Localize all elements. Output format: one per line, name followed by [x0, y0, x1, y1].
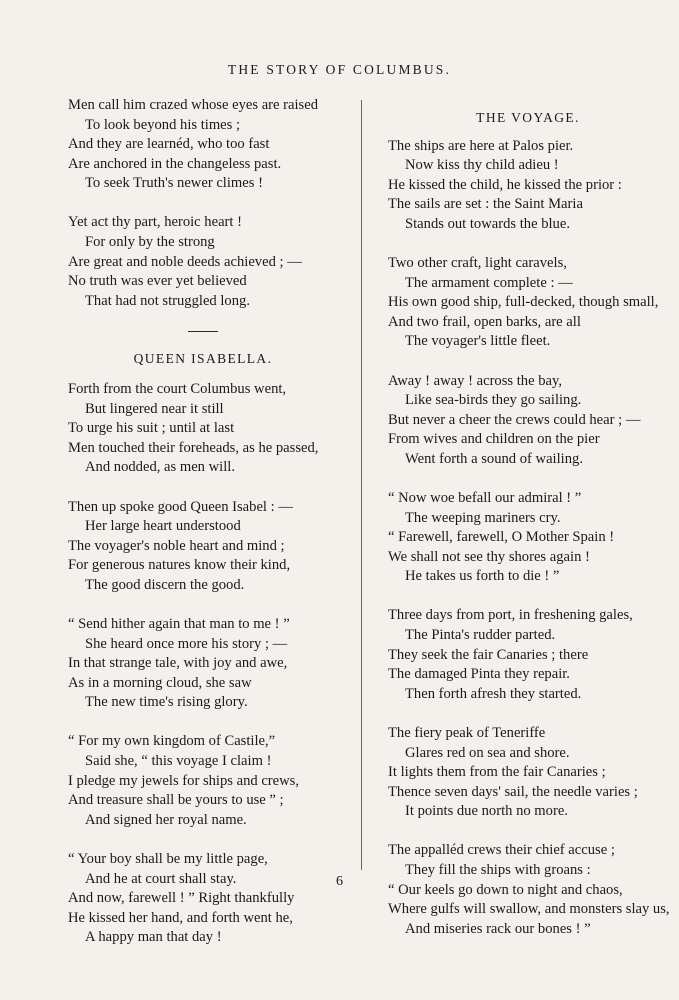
stanza	[68, 96, 338, 194]
verse-line: Then forth afresh they started.	[405, 685, 582, 702]
verse-line: He kissed the child, he kissed the prior :	[388, 176, 622, 193]
verse-line: It points due north no more.	[405, 803, 568, 820]
verse-line: In that strange tale, with joy and awe,	[68, 655, 288, 672]
stanza	[68, 498, 338, 596]
verse-line: The weeping mariners cry.	[405, 509, 561, 526]
verse-line: And now, farewell ! ” Right thankfully	[68, 890, 295, 907]
verse-line: From wives and children on the pier	[388, 431, 600, 448]
verse-line: The appalléd crews their chief accuse ;	[388, 842, 615, 859]
verse-line: For only by the strong	[85, 234, 215, 251]
verse-line: We shall not see thy shores again !	[388, 548, 590, 565]
verse-line: He takes us forth to die ! ”	[405, 568, 560, 585]
verse-line: The fiery peak of Teneriffe	[388, 724, 546, 741]
stanza	[388, 254, 668, 352]
verse-line: A happy man that day !	[85, 929, 222, 946]
verse-line: “ Farewell, farewell, O Mother Spain !	[388, 529, 615, 546]
verse-line: The sails are set : the Saint Maria	[388, 196, 583, 213]
verse-line: They fill the ships with groans :	[405, 862, 591, 878]
verse-line: Her large heart understood	[85, 518, 241, 535]
verse-line: “ Send hither again that man to me ! ”	[68, 615, 290, 632]
verse-line: And nodded, as men will.	[85, 459, 235, 476]
verse-line: But never a cheer the crews could hear ; —	[388, 411, 641, 428]
verse-line: It lights them from the fair Canaries ;	[388, 764, 606, 781]
verse-line: The Pinta's rudder parted.	[405, 627, 556, 644]
stanza	[388, 724, 668, 822]
verse-line: To seek Truth's newer climes !	[85, 175, 263, 192]
verse-line: Now kiss thy child adieu !	[405, 157, 559, 174]
stanza	[388, 489, 668, 587]
page-number: 6	[336, 874, 343, 889]
section-title-the-voyage: THE VOYAGE.	[476, 110, 580, 125]
verse-line: And he at court shall stay.	[85, 870, 237, 887]
verse-line: Glares red on sea and shore.	[405, 744, 570, 761]
verse-line: No truth was ever yet believed	[68, 273, 247, 290]
verse-line: Are great and noble deeds achieved ; —	[68, 253, 302, 270]
stanza	[68, 615, 338, 713]
verse-line: As in a morning cloud, she saw	[68, 674, 252, 691]
verse-line: Thence seven days' sail, the needle varies ;	[388, 783, 638, 800]
verse-line: To urge his suit ; until at last	[68, 420, 235, 437]
verse-line: Yet act thy part, heroic heart !	[68, 214, 242, 231]
right-column	[388, 96, 668, 959]
the-voyage-poem	[388, 137, 668, 940]
verse-line: And miseries rack our bones ! ”	[405, 920, 591, 937]
verse-line: But lingered near it still	[85, 400, 224, 417]
stanza	[388, 606, 668, 704]
verse-line: And they are learnéd, who too fast	[68, 136, 270, 153]
verse-line: “ For my own kingdom of Castile,”	[68, 733, 276, 750]
stanza	[388, 841, 668, 939]
verse-line: The voyager's little fleet.	[405, 333, 551, 350]
verse-line: The good discern the good.	[85, 576, 245, 593]
left-column	[68, 96, 338, 967]
verse-line: His own good ship, full-decked, though small,	[388, 294, 659, 311]
verse-line: The damaged Pinta they repair.	[388, 666, 570, 683]
verse-line: The ships are here at Palos pier.	[388, 137, 574, 154]
verse-line: Said she, “ this voyage I claim !	[85, 753, 272, 770]
verse-line: Men touched their foreheads, as he passed,	[68, 439, 319, 456]
stanza	[388, 137, 668, 235]
verse-line: Three days from port, in freshening gales,	[388, 607, 633, 624]
verse-line: The new time's rising glory.	[85, 694, 248, 711]
stanza	[388, 372, 668, 470]
verse-line: They seek the fair Canaries ; there	[388, 646, 589, 663]
stanza	[68, 850, 338, 948]
verse-line: Men call him crazed whose eyes are raised	[68, 97, 319, 113]
verse-line: Then up spoke good Queen Isabel : —	[68, 498, 293, 515]
section-title-queen-isabella: QUEEN ISABELLA.	[133, 351, 273, 367]
verse-line: I pledge my jewels for ships and crews,	[68, 772, 300, 789]
verse-line: She heard once more his story ; —	[85, 635, 288, 652]
verse-line: To look beyond his times ;	[85, 116, 241, 133]
verse-line: Are anchored in the changeless past.	[68, 155, 282, 172]
verse-line: And treasure shall be yours to use ” ;	[68, 792, 284, 809]
verse-line: The armament complete : —	[405, 274, 573, 291]
verse-line: “ Our keels go down to night and chaos,	[388, 881, 623, 898]
verse-line: “ Your boy shall be my little page,	[68, 850, 268, 867]
intro-poem	[68, 96, 338, 311]
verse-line: Two other craft, light caravels,	[388, 255, 567, 272]
verse-line: He kissed her hand, and forth went he,	[68, 909, 293, 926]
verse-line: Like sea-birds they go sailing.	[405, 392, 582, 409]
verse-line: Went forth a sound of wailing.	[405, 450, 583, 467]
queen-isabella-poem	[68, 380, 338, 948]
verse-line: The voyager's noble heart and mind ;	[68, 537, 285, 554]
verse-line: Away ! away ! across the bay,	[388, 372, 562, 389]
stanza	[68, 732, 338, 830]
verse-line: That had not struggled long.	[85, 292, 250, 309]
running-head: THE STORY OF COLUMBUS.	[227, 62, 452, 77]
verse-line: Where gulfs will swallow, and monsters slay us,	[388, 901, 670, 918]
section-separator-rule	[188, 331, 218, 333]
verse-line: And signed her royal name.	[85, 811, 247, 828]
stanza	[68, 380, 338, 478]
verse-line: “ Now woe befall our admiral ! ”	[388, 490, 582, 506]
stanza	[68, 213, 338, 311]
verse-line: And two frail, open barks, are all	[388, 313, 581, 330]
column-divider	[361, 100, 362, 870]
verse-line: For generous natures know their kind,	[68, 557, 291, 574]
verse-line: Forth from the court Columbus went,	[68, 381, 287, 398]
verse-line: Stands out towards the blue.	[405, 215, 570, 232]
